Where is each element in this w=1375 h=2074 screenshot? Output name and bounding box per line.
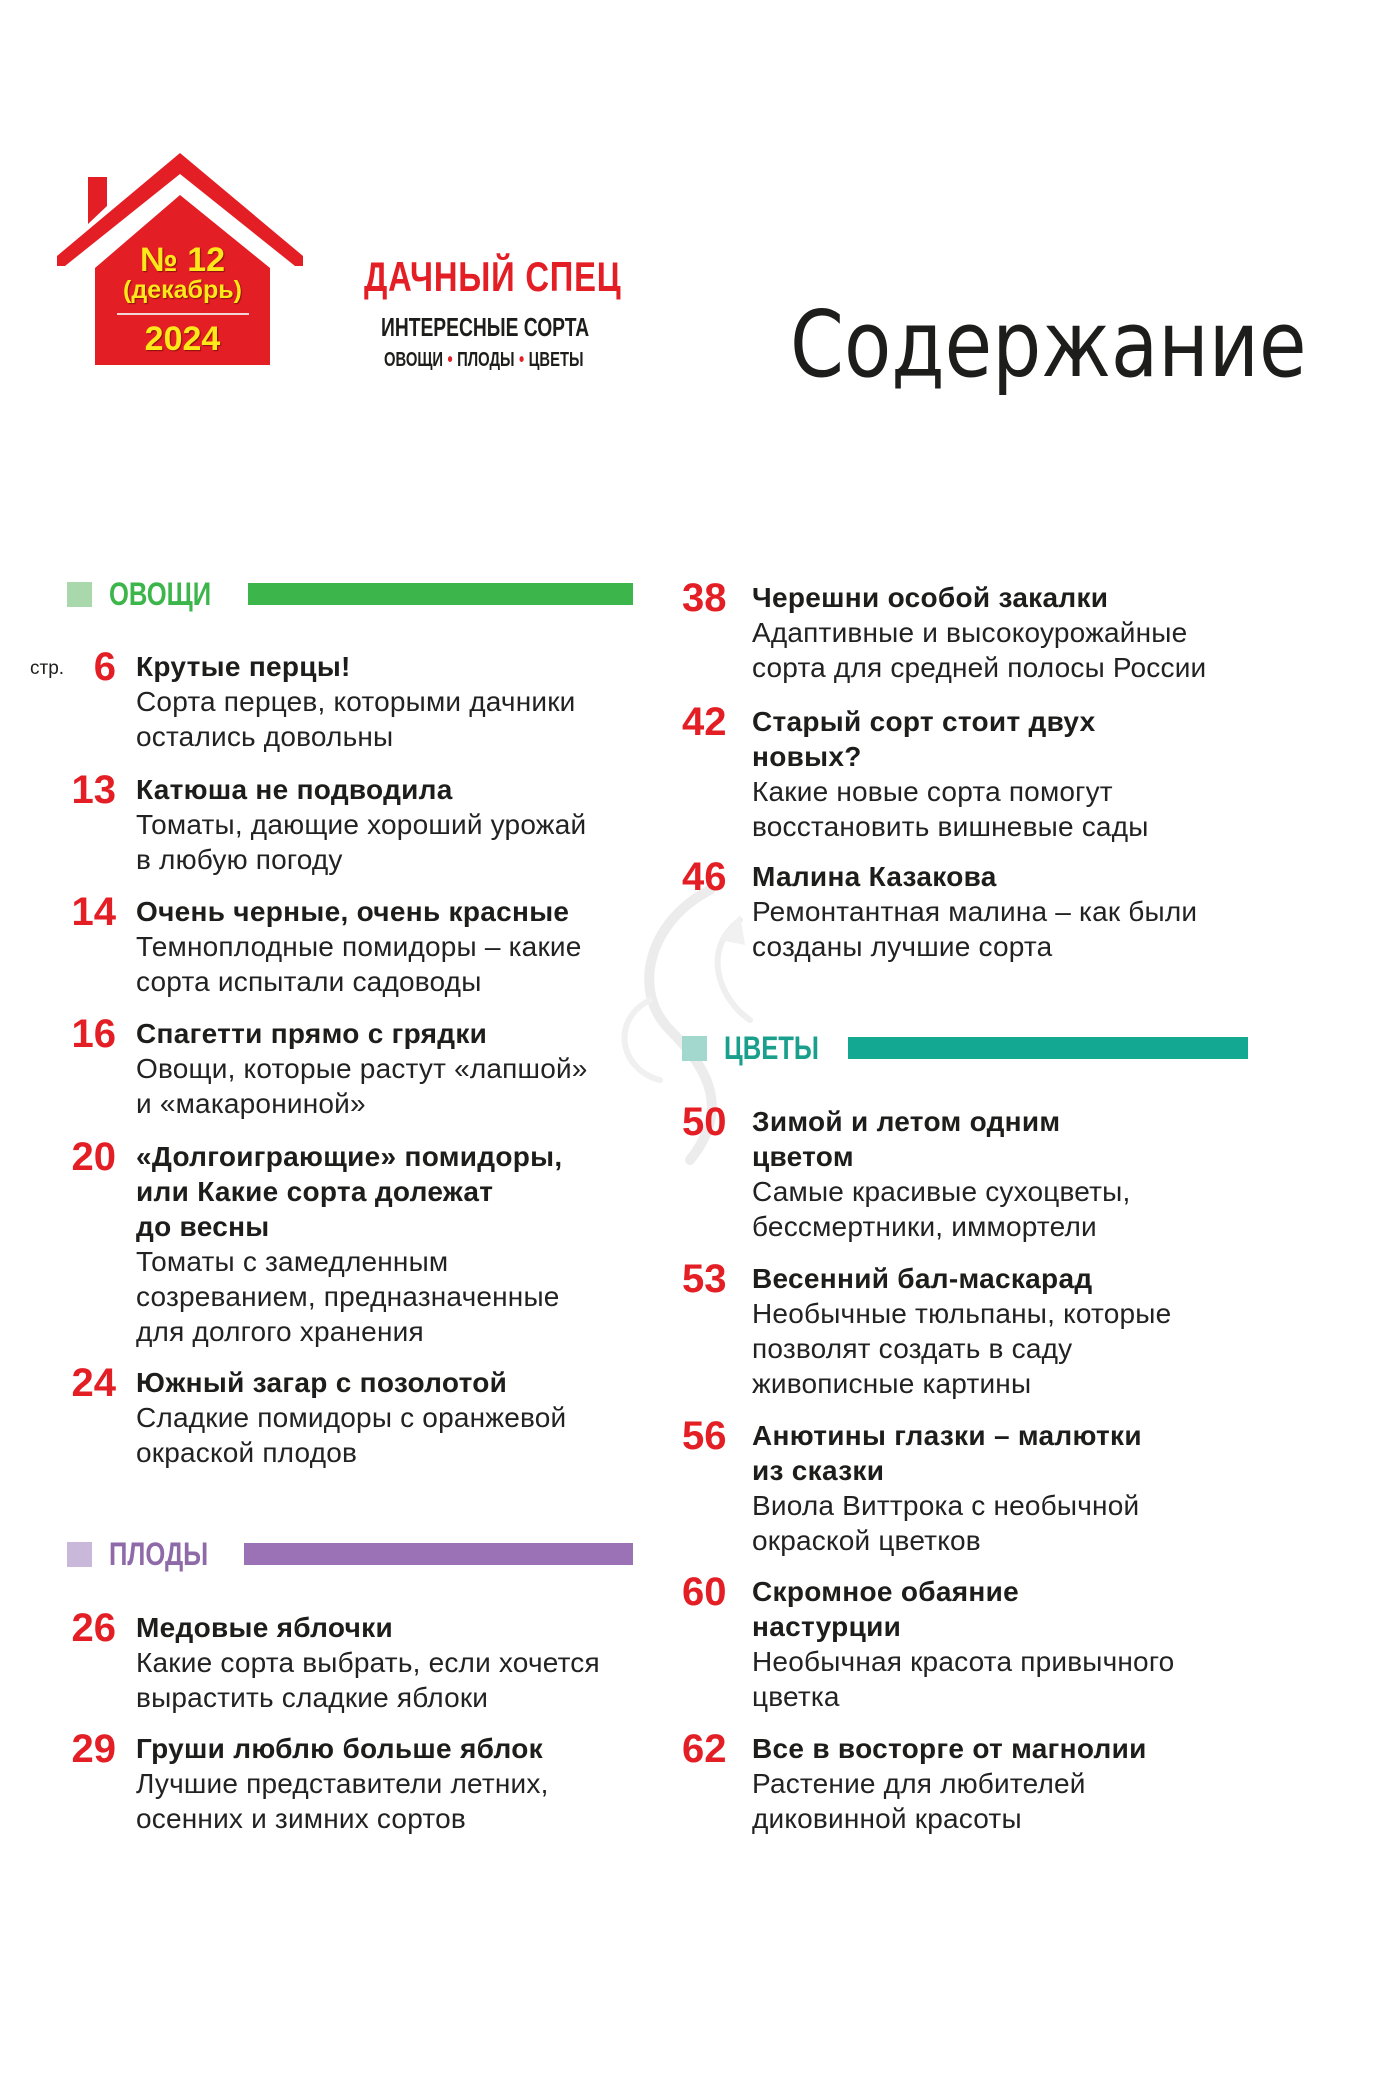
page-number: 26 xyxy=(71,1606,116,1650)
entry-subtitle-line: диковинной красоты xyxy=(752,1803,1022,1834)
section-header-vegetables xyxy=(67,576,633,612)
entry-text xyxy=(136,1610,600,1715)
entry-title-line[interactable]: из сказки xyxy=(752,1455,885,1486)
entry-text xyxy=(136,772,586,877)
entry-text xyxy=(752,859,1197,964)
entry-title-line[interactable]: Черешни особой закалки xyxy=(752,582,1109,613)
entry-title-line[interactable]: Анютины глазки – малютки xyxy=(752,1420,1142,1451)
page-prefix-label: стр. xyxy=(30,658,65,679)
entry-title-line[interactable]: Зимой и летом одним xyxy=(752,1106,1061,1137)
entry-title-line[interactable]: до весны xyxy=(136,1211,270,1242)
entry-title-line[interactable]: Груши люблю больше яблок xyxy=(136,1733,543,1764)
section-header-fruits xyxy=(67,1536,633,1572)
entry-subtitle-line: сорта испытали садоводы xyxy=(136,966,482,997)
entry-subtitle-line: восстановить вишневые сады xyxy=(752,811,1149,842)
entry-subtitle-line: осенних и зимних сортов xyxy=(136,1803,466,1834)
entry-title-line[interactable]: или Какие сорта долежат xyxy=(136,1176,494,1207)
page-number: 29 xyxy=(71,1727,116,1771)
entry-subtitle-line: Необычная красота привычного xyxy=(752,1646,1175,1677)
entry-title-line[interactable]: Спагетти прямо с грядки xyxy=(136,1018,488,1049)
entry-title-line[interactable]: Малина Казакова xyxy=(752,861,997,892)
entry-subtitle-line: Ремонтантная малина – как были xyxy=(752,896,1198,927)
bullet-separator: • xyxy=(518,349,525,371)
section-header-flowers xyxy=(682,1030,1248,1066)
entry-subtitle-line: цветка xyxy=(752,1681,840,1712)
page-number: 46 xyxy=(682,855,727,899)
entry-text xyxy=(752,1261,1171,1401)
section-color-bar xyxy=(248,583,633,605)
entry-text xyxy=(752,1731,1147,1836)
entry-subtitle-line: Самые красивые сухоцветы, xyxy=(752,1176,1131,1207)
entry-title-line[interactable]: цветом xyxy=(752,1141,854,1172)
page-number: 56 xyxy=(682,1414,727,1458)
entry-title-line[interactable]: Скромное обаяние xyxy=(752,1576,1019,1607)
entry-title-line[interactable]: Старый сорт стоит двух xyxy=(752,706,1096,737)
entry-subtitle-line: Темноплодные помидоры – какие xyxy=(136,931,582,962)
page-number: 24 xyxy=(71,1361,116,1405)
entry-subtitle-line: и «макарониной» xyxy=(136,1088,366,1119)
brand-title: ДАЧНЫЙ СПЕЦ xyxy=(364,253,622,300)
entry-title-line[interactable]: Все в восторге от магнолии xyxy=(752,1733,1147,1764)
page-number: 14 xyxy=(71,890,116,934)
section-title: ПЛОДЫ xyxy=(109,1536,209,1572)
page-number: 16 xyxy=(71,1012,116,1056)
page-number: 20 xyxy=(71,1135,116,1179)
entry-subtitle-line: остались довольны xyxy=(136,721,394,752)
entry-subtitle-line: созданы лучшие сорта xyxy=(752,931,1053,962)
entry-subtitle-line: Необычные тюльпаны, которые xyxy=(752,1298,1172,1329)
page-title: Содержание xyxy=(790,291,1307,398)
section-title: ЦВЕТЫ xyxy=(724,1030,819,1066)
entry-text xyxy=(136,1365,566,1470)
entry-title-line[interactable]: Крутые перцы! xyxy=(136,651,351,682)
brand-category: ПЛОДЫ xyxy=(457,349,515,371)
issue-month: (декабрь) xyxy=(123,276,242,304)
entry-subtitle-line: Какие сорта выбрать, если хочется xyxy=(136,1647,600,1678)
entry-subtitle-line: в любую погоду xyxy=(136,844,343,875)
issue-year: 2024 xyxy=(144,320,221,358)
page-number: 50 xyxy=(682,1100,727,1144)
brand-category: ОВОЩИ xyxy=(384,349,444,371)
entry-subtitle-line: Виола Виттрока с необычной xyxy=(752,1490,1140,1521)
entry-text xyxy=(136,1016,588,1121)
entry-title-line[interactable]: «Долгоиграющие» помидоры, xyxy=(136,1141,563,1172)
entry-subtitle-line: живописные картины xyxy=(752,1368,1032,1399)
entry-subtitle-line: Томаты, дающие хороший урожай xyxy=(136,809,587,840)
entry-text xyxy=(752,1418,1142,1558)
entry-subtitle-line: для долгого хранения xyxy=(136,1316,424,1347)
page-number: 13 xyxy=(71,768,116,812)
issue-divider xyxy=(117,313,249,315)
entry-text xyxy=(752,580,1206,685)
section-color-bar xyxy=(244,1543,633,1565)
page-number: 60 xyxy=(682,1570,727,1614)
entry-title-line[interactable]: Очень черные, очень красные xyxy=(136,896,570,927)
entry-subtitle-line: Адаптивные и высокоурожайные xyxy=(752,617,1188,648)
entry-text xyxy=(752,1574,1174,1714)
section-square-marker xyxy=(67,582,92,607)
brand-subtitle: ИНТЕРЕСНЫЕ СОРТА xyxy=(381,312,590,342)
section-square-marker xyxy=(682,1036,707,1061)
entry-subtitle-line: Сладкие помидоры с оранжевой xyxy=(136,1402,567,1433)
brand-categories xyxy=(384,349,583,371)
entry-subtitle-line: окраской цветков xyxy=(752,1525,981,1556)
entry-subtitle-line: Овощи, которые растут «лапшой» xyxy=(136,1053,588,1084)
entry-title-line[interactable]: Катюша не подводила xyxy=(136,774,453,805)
section-square-marker xyxy=(67,1542,92,1567)
entry-title-line[interactable]: Весенний бал-маскарад xyxy=(752,1263,1093,1294)
entry-title-line[interactable]: Медовые яблочки xyxy=(136,1612,393,1643)
entry-title-line[interactable]: новых? xyxy=(752,741,862,772)
entry-text xyxy=(752,704,1149,844)
entry-title-line[interactable]: настурции xyxy=(752,1611,902,1642)
page-number: 38 xyxy=(682,576,727,620)
entry-subtitle-line: сорта для средней полосы России xyxy=(752,652,1207,683)
entry-subtitle-line: вырастить сладкие яблоки xyxy=(136,1682,489,1713)
entry-subtitle-line: Томаты с замедленным xyxy=(136,1246,449,1277)
entry-subtitle-line: бессмертники, иммортели xyxy=(752,1211,1097,1242)
issue-number: № 12 xyxy=(139,241,226,279)
section-color-bar xyxy=(848,1037,1248,1059)
entry-subtitle-line: позволят создать в саду xyxy=(752,1333,1073,1364)
entry-subtitle-line: Какие новые сорта помогут xyxy=(752,776,1113,807)
entry-subtitle-line: Сорта перцев, которыми дачники xyxy=(136,686,576,717)
entry-text xyxy=(136,1139,562,1349)
entry-title-line[interactable]: Южный загар с позолотой xyxy=(136,1367,508,1398)
entry-text xyxy=(752,1104,1130,1244)
entry-subtitle-line: окраской плодов xyxy=(136,1437,358,1468)
page-number: 53 xyxy=(682,1257,727,1301)
page-number: 6 xyxy=(93,645,116,689)
entry-text xyxy=(136,894,582,999)
page-number: 42 xyxy=(682,700,727,744)
entry-subtitle-line: Лучшие представители летних, xyxy=(136,1768,549,1799)
section-title: ОВОЩИ xyxy=(109,576,212,612)
entry-text xyxy=(136,1731,549,1836)
brand-category: ЦВЕТЫ xyxy=(528,349,584,371)
entry-subtitle-line: созреванием, предназначенные xyxy=(136,1281,560,1312)
bullet-separator: • xyxy=(447,349,453,371)
page-number: 62 xyxy=(682,1727,727,1771)
entry-text xyxy=(136,649,576,754)
entry-subtitle-line: Растение для любителей xyxy=(752,1768,1086,1799)
